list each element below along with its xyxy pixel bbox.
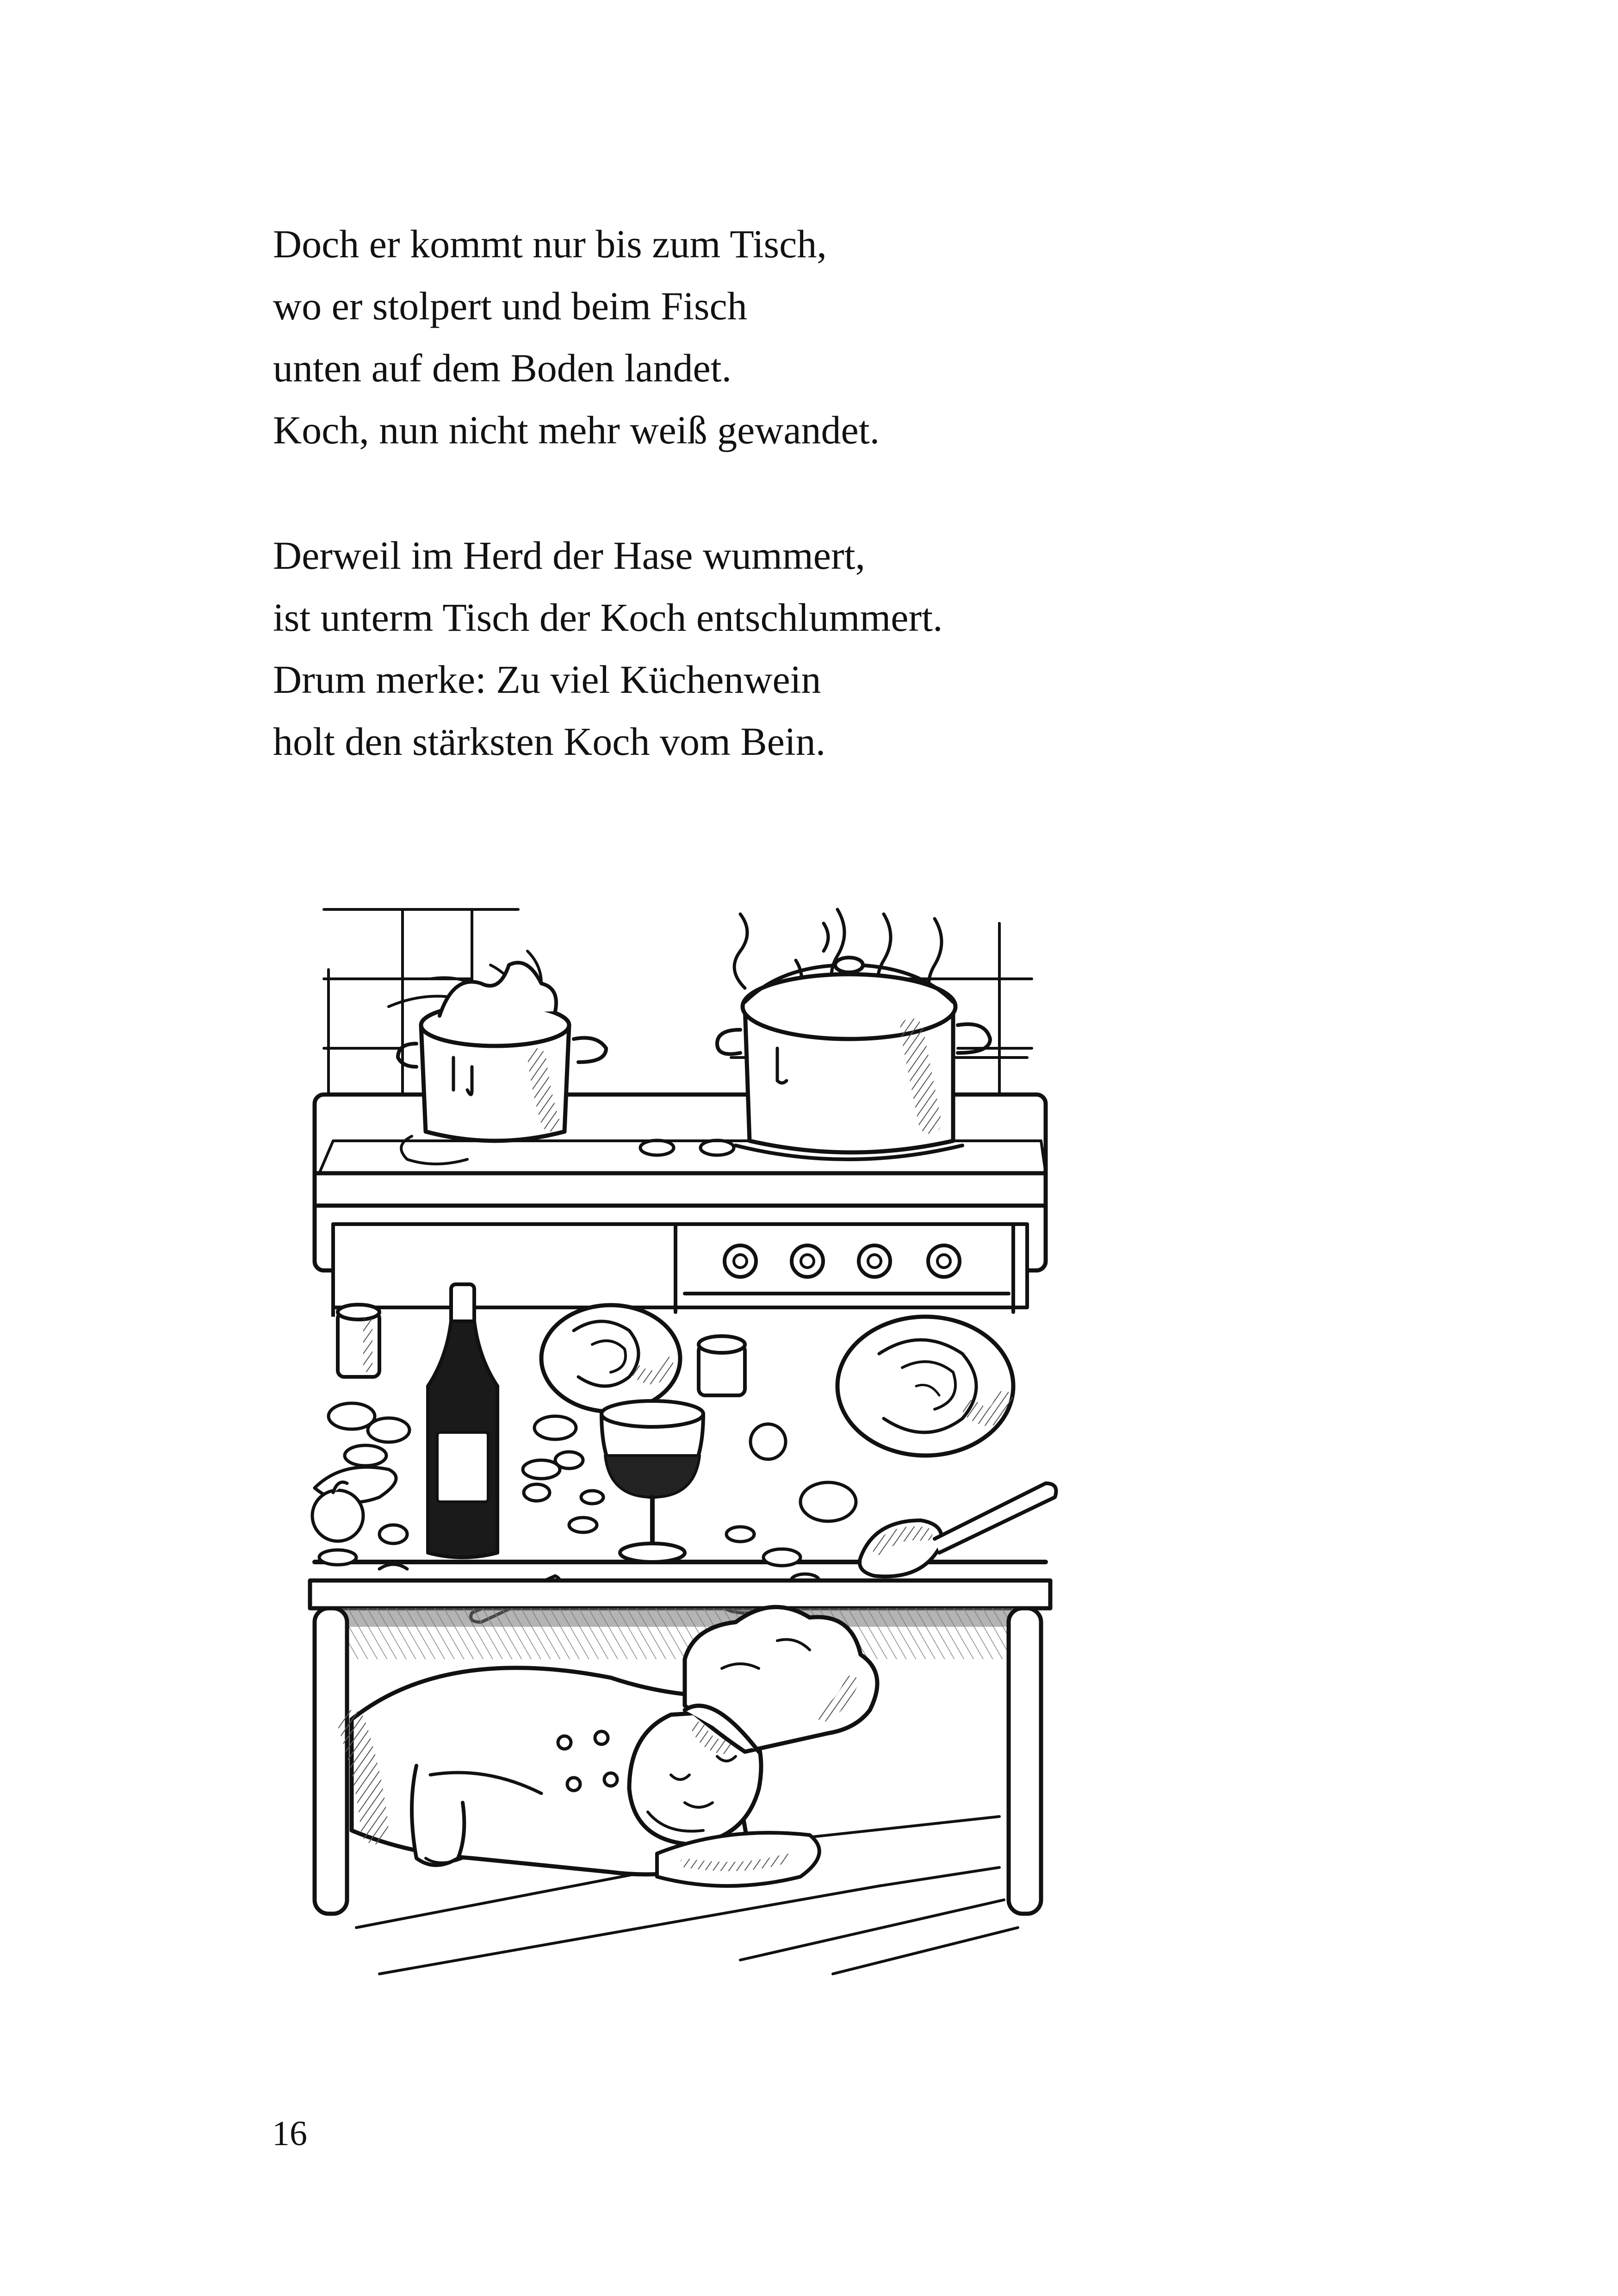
poem-line: ist unterm Tisch der Koch entschlummert.	[273, 595, 943, 640]
page-number: 16	[272, 2114, 307, 2153]
poem-stanza-1	[273, 213, 1476, 461]
steaming-pot	[717, 958, 990, 1159]
poem-line: holt den stärksten Koch vom Bein.	[273, 719, 826, 764]
cabbage	[541, 1305, 680, 1412]
poem-line: Drum merke: Zu viel Küchenwein	[273, 657, 821, 702]
poem-line: Doch er kommt nur bis zum Tisch,	[273, 222, 827, 266]
can	[338, 1305, 379, 1377]
poem-line: Koch, nun nicht mehr weiß gewandet.	[273, 408, 880, 452]
poem-line: Derweil im Herd der Hase wummert,	[273, 533, 866, 578]
poem-stanza-2	[273, 524, 1476, 772]
cabbage	[837, 1317, 1013, 1456]
poem-line: wo er stolpert und beim Fisch	[273, 284, 747, 328]
poem-line: unten auf dem Boden landet.	[273, 346, 732, 390]
kitchen-illustration	[278, 854, 1078, 2085]
can	[699, 1336, 745, 1395]
